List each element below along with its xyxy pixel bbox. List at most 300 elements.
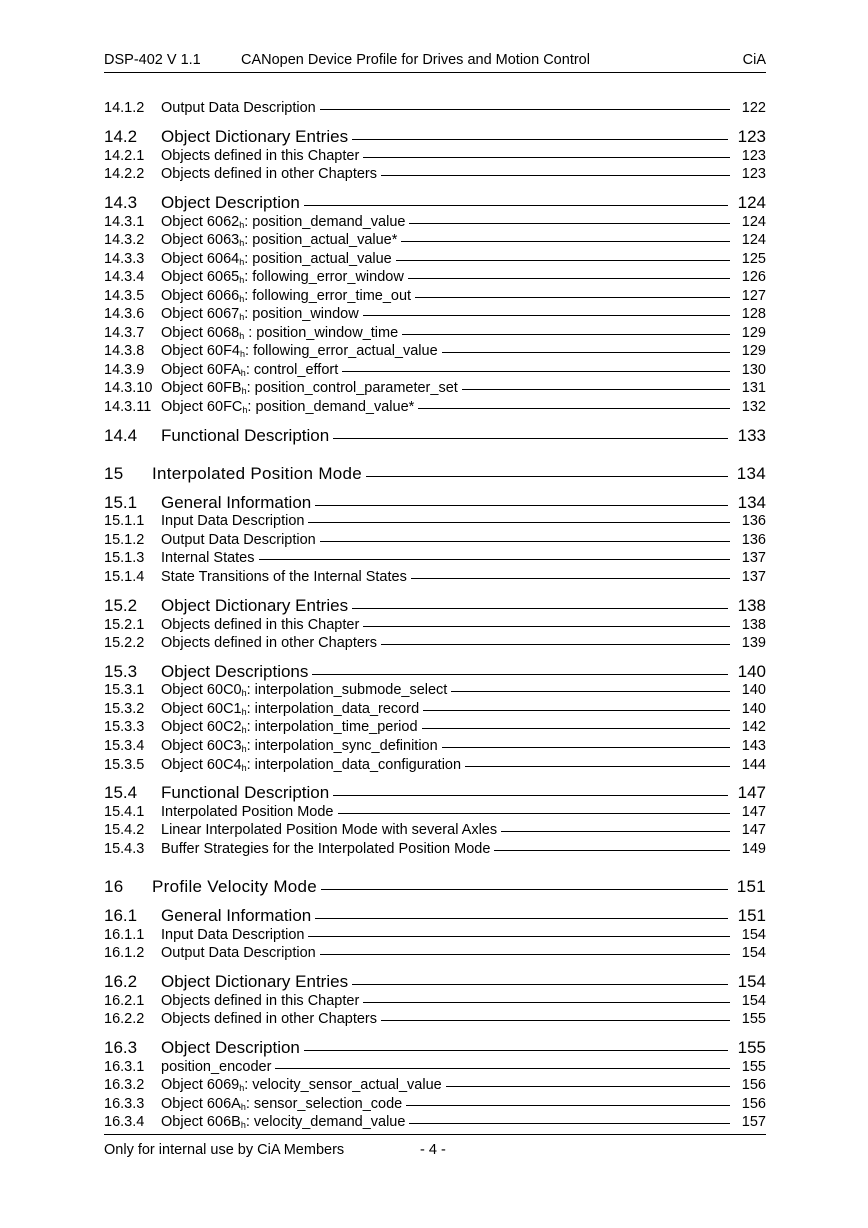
toc-entry-page: 138 — [737, 596, 766, 615]
leader-line — [422, 728, 730, 729]
toc-entry-page: 142 — [741, 719, 766, 735]
toc-entry-page: 143 — [741, 738, 766, 754]
leader-line — [363, 157, 730, 158]
toc-entry-page: 124 — [741, 214, 766, 230]
toc-entry-page: 131 — [741, 380, 766, 396]
toc-entry-page: 137 — [741, 569, 766, 585]
toc-entry-number: 15.1.3 — [104, 550, 145, 566]
leader-line — [304, 1050, 728, 1051]
toc-entry-page: 147 — [741, 822, 766, 838]
toc-entry-number: 14.3.10 — [104, 380, 153, 396]
toc-entry-number: 15 — [104, 464, 124, 483]
toc-entry-number: 15.3 — [104, 662, 138, 681]
toc-entry-page: 122 — [741, 100, 766, 116]
header-org: CiA — [742, 52, 766, 68]
toc-entry-title — [161, 269, 404, 285]
toc-entry[interactable] — [104, 1096, 766, 1114]
toc-entry-page: 123 — [737, 127, 766, 146]
toc-entry-number: 16.1.2 — [104, 945, 145, 961]
toc-entry-page: 127 — [741, 288, 766, 304]
toc-entry[interactable] — [104, 343, 766, 361]
leader-line — [411, 578, 730, 579]
leader-line — [423, 710, 730, 711]
toc-entry[interactable] — [104, 148, 766, 166]
toc-entry[interactable] — [104, 635, 766, 653]
toc-entry-number: 15.3.2 — [104, 701, 145, 717]
toc-entry-number: 14.1.2 — [104, 100, 145, 116]
hex-subscript: h — [239, 257, 245, 267]
toc-entry[interactable] — [104, 945, 766, 963]
leader-line — [321, 889, 728, 890]
toc-entry-title: Linear Interpolated Position Mode with several Axles — [161, 822, 498, 838]
toc-entry-title — [161, 306, 359, 322]
toc-entry-title-suffix: : interpolation_data_record — [246, 701, 420, 717]
toc-entry-number: 14.3.7 — [104, 325, 145, 341]
toc-entry-title: Object Descriptions — [161, 662, 309, 681]
header-doc-title: CANopen Device Profile for Drives and Motion Control — [241, 52, 590, 68]
toc-entry-page: 154 — [741, 993, 766, 1009]
toc-entry[interactable] — [104, 288, 766, 306]
toc-entry-page: 147 — [737, 783, 766, 802]
leader-line — [418, 408, 730, 409]
leader-line — [409, 1123, 730, 1124]
toc-entry[interactable] — [104, 738, 766, 756]
toc-entry-number: 14.2 — [104, 127, 138, 146]
hex-subscript: h — [241, 725, 247, 735]
toc-entry-page: 134 — [737, 493, 766, 512]
leader-line — [396, 260, 730, 261]
toc-entry[interactable] — [104, 325, 766, 343]
toc-entry-title — [161, 325, 398, 341]
leader-line — [342, 371, 730, 372]
leader-line — [333, 438, 728, 439]
toc-entry-title: Input Data Description — [161, 927, 305, 943]
leader-line — [308, 522, 730, 523]
hex-subscript: h — [240, 368, 246, 378]
toc-entry-title-prefix: Object 606A — [161, 1096, 241, 1112]
hex-subscript: h — [239, 294, 245, 304]
toc-entry-title: position_encoder — [161, 1059, 272, 1075]
toc-entry-title: Object Dictionary Entries — [161, 972, 349, 991]
toc-entry-title — [161, 251, 392, 267]
leader-line — [352, 608, 728, 609]
leader-line — [275, 1068, 730, 1069]
toc-entry-title: Buffer Strategies for the Interpolated Position Mode — [161, 841, 491, 857]
toc-entry-title-prefix: Object 60FC — [161, 399, 243, 415]
toc-entry[interactable] — [104, 682, 766, 700]
toc-entry-title: Object Dictionary Entries — [161, 596, 349, 615]
toc-entry-page: 123 — [741, 148, 766, 164]
toc-entry-number: 16.3.1 — [104, 1059, 145, 1075]
toc-entry-number: 16 — [104, 877, 124, 896]
toc-entry-title-prefix: Object 6066 — [161, 288, 240, 304]
toc-entry-number: 16.3.4 — [104, 1114, 145, 1130]
toc-entry[interactable] — [104, 193, 766, 215]
toc-entry-title-prefix: Object 60C3 — [161, 738, 242, 754]
toc-entry-title-suffix: : sensor_selection_code — [245, 1096, 403, 1112]
toc-entry[interactable] — [104, 757, 766, 775]
toc-entry[interactable] — [104, 100, 766, 118]
hex-subscript: h — [240, 1102, 246, 1112]
toc-entry[interactable] — [104, 166, 766, 184]
toc-entry-title — [161, 380, 458, 396]
leader-line — [381, 644, 730, 645]
toc-entry-title — [161, 214, 405, 230]
leader-line — [415, 297, 730, 298]
toc-entry-number: 14.3.2 — [104, 232, 145, 248]
toc-entry[interactable] — [104, 719, 766, 737]
toc-entry-number: 15.4 — [104, 783, 138, 802]
toc-entry-number: 16.3 — [104, 1038, 138, 1057]
toc-entry[interactable] — [104, 906, 766, 928]
toc-entry-number: 14.3.1 — [104, 214, 145, 230]
toc-entry-page: 136 — [741, 513, 766, 529]
leader-line — [304, 205, 728, 206]
leader-line — [401, 241, 730, 242]
leader-line — [320, 541, 730, 542]
toc-entry-title-suffix: : position_window — [244, 306, 359, 322]
toc-entry-page: 147 — [741, 804, 766, 820]
toc-entry-title-suffix: : position_window_time — [244, 325, 399, 341]
toc-entry[interactable] — [104, 513, 766, 531]
hex-subscript: h — [242, 405, 248, 415]
toc-entry-title-suffix: : following_error_time_out — [244, 288, 412, 304]
toc-entry[interactable] — [104, 783, 766, 805]
toc-entry[interactable] — [104, 841, 766, 859]
toc-entry-number: 14.3.3 — [104, 251, 145, 267]
toc-entry-number: 15.4.1 — [104, 804, 145, 820]
toc-entry-page: 126 — [741, 269, 766, 285]
toc-entry-title: Objects defined in this Chapter — [161, 148, 360, 164]
leader-line — [363, 1002, 730, 1003]
hex-subscript: h — [239, 238, 245, 248]
toc-entry-number: 15.2.1 — [104, 617, 145, 633]
toc-entry-page: 154 — [741, 927, 766, 943]
toc-entry-page: 156 — [741, 1077, 766, 1093]
toc-entry-title: Profile Velocity Mode — [152, 877, 318, 896]
leader-line — [465, 766, 730, 767]
leader-line — [408, 278, 730, 279]
toc-entry-number: 14.3.6 — [104, 306, 145, 322]
toc-entry-title-suffix: : position_demand_value* — [247, 399, 415, 415]
toc-entry-number: 15.1.4 — [104, 569, 145, 585]
toc-entry-page: 124 — [741, 232, 766, 248]
toc-entry-number: 15.2 — [104, 596, 138, 615]
toc-entry-page: 155 — [741, 1059, 766, 1075]
toc-entry-number: 14.3.4 — [104, 269, 145, 285]
toc-entry-title — [161, 1077, 442, 1093]
leader-line — [451, 691, 730, 692]
page-footer — [104, 1134, 766, 1158]
leader-line — [501, 831, 730, 832]
hex-subscript: h — [241, 763, 247, 773]
toc-entry-title: Object Dictionary Entries — [161, 127, 349, 146]
toc-entry[interactable] — [104, 306, 766, 324]
leader-line — [442, 747, 730, 748]
toc-entry-title-suffix: : position_demand_value — [244, 214, 406, 230]
toc-entry-number: 16.3.3 — [104, 1096, 145, 1112]
leader-line — [446, 1086, 730, 1087]
toc-entry-title — [161, 288, 411, 304]
toc-entry[interactable] — [104, 232, 766, 250]
toc-entry-title-suffix: : interpolation_submode_select — [246, 682, 448, 698]
toc-entry-number: 15.3.4 — [104, 738, 145, 754]
toc-entry-title: Output Data Description — [161, 945, 316, 961]
toc-entry-title — [161, 682, 447, 698]
toc-entry-title — [161, 1096, 402, 1112]
toc-entry-title: State Transitions of the Internal States — [161, 569, 407, 585]
leader-line — [352, 984, 728, 985]
toc-entry-page: 129 — [741, 343, 766, 359]
toc-entry-page: 138 — [741, 617, 766, 633]
toc-entry-title-prefix: Object 6068 — [161, 325, 240, 341]
toc-entry-number: 16.2.1 — [104, 993, 145, 1009]
leader-line — [352, 139, 728, 140]
toc-entry-number: 15.4.3 — [104, 841, 145, 857]
toc-entry[interactable] — [104, 1059, 766, 1077]
hex-subscript: h — [241, 744, 247, 754]
toc-entry-number: 15.1 — [104, 493, 138, 512]
toc-entry-number: 14.2.1 — [104, 148, 145, 164]
toc-entry-page: 134 — [736, 464, 766, 483]
toc-entry-title: Interpolated Position Mode — [161, 804, 334, 820]
toc-entry-title-prefix: Object 60C1 — [161, 701, 242, 717]
toc-entry-title-suffix: : velocity_demand_value — [245, 1114, 406, 1130]
toc-entry-title-prefix: Object 606B — [161, 1114, 241, 1130]
hex-subscript: h — [240, 349, 246, 359]
leader-line — [308, 936, 730, 937]
page-number: - 4 - — [420, 1142, 446, 1158]
toc-entry-page: 130 — [741, 362, 766, 378]
toc-entry-page: 132 — [741, 399, 766, 415]
toc-entry[interactable] — [104, 569, 766, 587]
toc-entry-title: Interpolated Position Mode — [152, 464, 363, 483]
hex-subscript: h — [239, 220, 245, 230]
leader-line — [320, 954, 730, 955]
toc-entry-title-prefix: Object 60C4 — [161, 757, 242, 773]
toc-entry[interactable] — [104, 426, 766, 448]
leader-line — [402, 334, 730, 335]
toc-entry-title-prefix: Object 6062 — [161, 214, 240, 230]
toc-entry-title-suffix: : interpolation_sync_definition — [246, 738, 438, 754]
toc-entry-title-prefix: Object 60C0 — [161, 682, 242, 698]
leader-line — [363, 626, 730, 627]
toc-entry-page: 156 — [741, 1096, 766, 1112]
leader-line — [494, 850, 730, 851]
toc-entry[interactable] — [104, 617, 766, 635]
toc-entry-title-suffix: : position_control_parameter_set — [246, 380, 458, 396]
toc-entry-page: 125 — [741, 251, 766, 267]
hex-subscript: h — [239, 331, 245, 341]
toc-entry[interactable] — [104, 701, 766, 719]
toc-entry-title-prefix: Object 6064 — [161, 251, 240, 267]
toc-entry-page: 136 — [741, 532, 766, 548]
toc-entry-title: Objects defined in this Chapter — [161, 993, 360, 1009]
toc-entry-title: Output Data Description — [161, 100, 316, 116]
toc-entry-title — [161, 399, 414, 415]
toc-entry-number: 16.1 — [104, 906, 138, 925]
toc-entry[interactable] — [104, 596, 766, 618]
leader-line — [381, 175, 730, 176]
toc-entry-title-suffix: : control_effort — [245, 362, 339, 378]
leader-line — [312, 674, 728, 675]
toc-entry[interactable] — [104, 464, 766, 486]
toc-entry-page: 154 — [741, 945, 766, 961]
toc-entry-title-suffix: : interpolation_data_configuration — [246, 757, 462, 773]
toc-entry-title — [161, 701, 419, 717]
toc-entry-title — [161, 757, 461, 773]
toc-entry-title-prefix: Object 60FB — [161, 380, 242, 396]
toc-entry-number: 15.3.5 — [104, 757, 145, 773]
toc-entry[interactable] — [104, 362, 766, 380]
toc-entry-page: 157 — [741, 1114, 766, 1130]
toc-entry-title-suffix: : following_error_actual_value — [245, 343, 438, 359]
hex-subscript: h — [239, 1083, 245, 1093]
leader-line — [406, 1105, 730, 1106]
toc-entry-title-prefix: Object 60F4 — [161, 343, 240, 359]
toc-entry-number: 14.3.8 — [104, 343, 145, 359]
toc-entry-page: 140 — [737, 662, 766, 681]
toc-entry[interactable] — [104, 822, 766, 840]
toc-entry-title-prefix: Object 60C2 — [161, 719, 242, 735]
hex-subscript: h — [241, 688, 247, 698]
toc-entry[interactable] — [104, 972, 766, 994]
toc-entry-number: 14.3.5 — [104, 288, 145, 304]
toc-entry-page: 123 — [741, 166, 766, 182]
leader-line — [366, 476, 728, 477]
toc-entry[interactable] — [104, 804, 766, 822]
toc-entry-page: 133 — [737, 426, 766, 445]
leader-line — [462, 389, 730, 390]
toc-entry-title-prefix: Object 6067 — [161, 306, 240, 322]
toc-entry-number: 14.3 — [104, 193, 138, 212]
toc-entry-title: Objects defined in other Chapters — [161, 1011, 378, 1027]
leader-line — [315, 505, 728, 506]
toc-entry-title: Internal States — [161, 550, 255, 566]
toc-entry-number: 15.3.1 — [104, 682, 145, 698]
toc-entry-title: Objects defined in other Chapters — [161, 166, 378, 182]
leader-line — [338, 813, 731, 814]
toc-entry-title — [161, 738, 438, 754]
toc-entry-page: 124 — [737, 193, 766, 212]
page-header — [104, 52, 766, 73]
leader-line — [320, 109, 730, 110]
toc-entry-number: 15.1.1 — [104, 513, 145, 529]
leader-line — [442, 352, 730, 353]
toc-entry[interactable] — [104, 1077, 766, 1095]
toc-entry-title-suffix: : following_error_window — [244, 269, 404, 285]
toc-entry-title — [161, 343, 438, 359]
toc-entry-page: 140 — [741, 682, 766, 698]
leader-line — [409, 223, 730, 224]
hex-subscript: h — [239, 275, 245, 285]
toc-entry-title: Functional Description — [161, 783, 330, 802]
toc-entry-number: 15.3.3 — [104, 719, 145, 735]
hex-subscript: h — [241, 386, 247, 396]
toc-entry-page: 128 — [741, 306, 766, 322]
footer-notice: Only for internal use by CiA Members — [104, 1142, 345, 1158]
toc-entry-number: 16.2.2 — [104, 1011, 145, 1027]
toc-entry-title: Input Data Description — [161, 513, 305, 529]
toc-entry[interactable] — [104, 380, 766, 398]
toc-entry[interactable] — [104, 214, 766, 232]
toc-entry-number: 16.2 — [104, 972, 138, 991]
leader-line — [315, 918, 728, 919]
toc-entry-page: 139 — [741, 635, 766, 651]
header-doc-id: DSP-402 V 1.1 — [104, 52, 201, 68]
toc-entry-page: 151 — [736, 877, 766, 896]
toc-entry[interactable] — [104, 662, 766, 684]
toc-entry[interactable] — [104, 1114, 766, 1132]
toc-entry[interactable] — [104, 1011, 766, 1029]
toc-entry[interactable] — [104, 251, 766, 269]
toc-entry-title: Objects defined in other Chapters — [161, 635, 378, 651]
toc-entry-title: General Information — [161, 493, 312, 512]
toc-entry-title — [161, 1114, 405, 1130]
toc-entry-number: 16.3.2 — [104, 1077, 145, 1093]
toc-entry-page: 155 — [741, 1011, 766, 1027]
toc-entry-number: 15.2.2 — [104, 635, 145, 651]
toc-entry-number: 14.2.2 — [104, 166, 145, 182]
toc-entry-title-suffix: : interpolation_time_period — [246, 719, 418, 735]
leader-line — [381, 1020, 730, 1021]
toc-entry[interactable] — [104, 927, 766, 945]
toc-entry-page: 149 — [741, 841, 766, 857]
toc-entry-title: Output Data Description — [161, 532, 316, 548]
toc-entry-number: 15.4.2 — [104, 822, 145, 838]
toc-entry-page: 155 — [737, 1038, 766, 1057]
toc-entry-number: 14.3.9 — [104, 362, 145, 378]
toc-entry-title-prefix: Object 60FA — [161, 362, 241, 378]
toc-entry-page: 154 — [737, 972, 766, 991]
toc-entry-page: 151 — [737, 906, 766, 925]
toc-entry-title-suffix: : position_actual_value — [244, 251, 392, 267]
toc-entry[interactable] — [104, 269, 766, 287]
toc-entry-number: 14.4 — [104, 426, 138, 445]
toc-entry[interactable] — [104, 877, 766, 899]
hex-subscript: h — [241, 707, 247, 717]
leader-line — [363, 315, 730, 316]
toc-entry-page: 140 — [741, 701, 766, 717]
toc-entry-title-suffix: : position_actual_value* — [244, 232, 398, 248]
toc-entry-title — [161, 362, 338, 378]
toc-entry-title: Object Description — [161, 193, 300, 212]
toc-entry[interactable] — [104, 493, 766, 515]
toc-entry-title: General Information — [161, 906, 312, 925]
toc-entry[interactable] — [104, 399, 766, 417]
toc-entry-title: Object Description — [161, 1038, 300, 1057]
toc-entry-title: Objects defined in this Chapter — [161, 617, 360, 633]
toc-entry-title: Functional Description — [161, 426, 330, 445]
toc-entry[interactable] — [104, 532, 766, 550]
toc-entry[interactable] — [104, 127, 766, 149]
toc-entry-number: 16.1.1 — [104, 927, 145, 943]
toc-entry-title — [161, 232, 397, 248]
leader-line — [333, 795, 728, 796]
toc-entry[interactable] — [104, 550, 766, 568]
toc-entry-title-prefix: Object 6069 — [161, 1077, 240, 1093]
toc-entry-title-prefix: Object 6065 — [161, 269, 240, 285]
toc-entry-title — [161, 719, 418, 735]
toc-entry-title-prefix: Object 6063 — [161, 232, 240, 248]
toc-entry[interactable] — [104, 1038, 766, 1060]
toc-entry-title-suffix: : velocity_sensor_actual_value — [244, 1077, 442, 1093]
toc-entry-page: 137 — [741, 550, 766, 566]
hex-subscript: h — [239, 312, 245, 322]
toc-entry-number: 14.3.11 — [104, 399, 152, 415]
toc-entry[interactable] — [104, 993, 766, 1011]
leader-line — [259, 559, 731, 560]
